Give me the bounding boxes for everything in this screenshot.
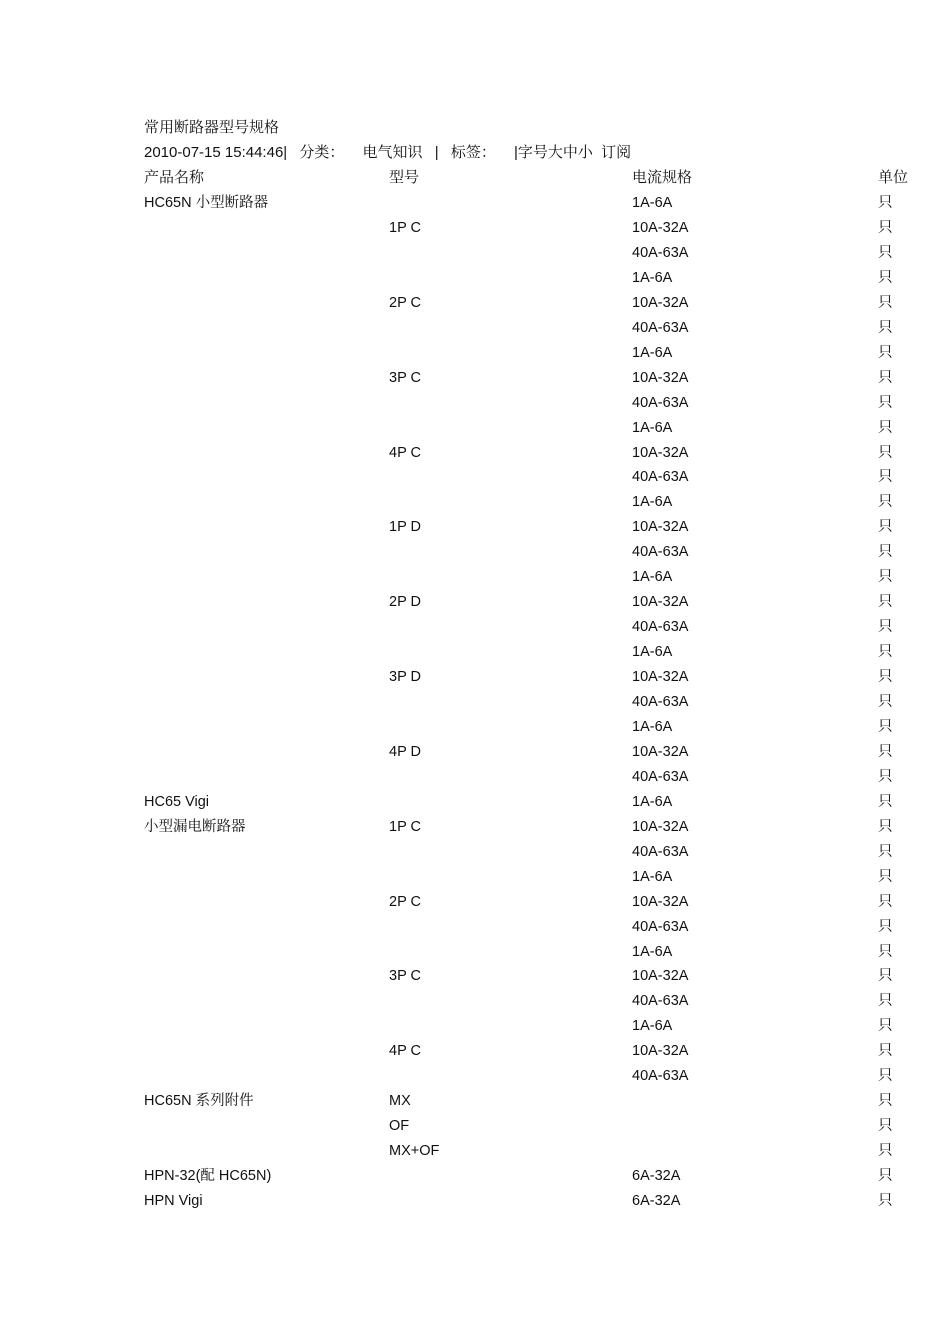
row-model: MX+OF (389, 1143, 440, 1159)
row-unit: 只 (878, 195, 893, 211)
row-unit: 只 (878, 993, 893, 1009)
row-current-spec: 1A-6A (632, 944, 673, 960)
row-model: 2P C (389, 295, 421, 311)
row-unit: 只 (878, 968, 893, 984)
row-current-spec: 6A-32A (632, 1193, 681, 1209)
row-current-spec: 40A-63A (632, 844, 689, 860)
row-current-spec: 1A-6A (632, 644, 673, 660)
row-model: MX (389, 1093, 411, 1109)
row-unit: 只 (878, 494, 893, 510)
row-current-spec: 40A-63A (632, 395, 689, 411)
row-unit: 只 (878, 1193, 893, 1209)
row-unit: 只 (878, 594, 893, 610)
row-unit: 只 (878, 370, 893, 386)
row-unit: 只 (878, 819, 893, 835)
row-current-spec: 6A-32A (632, 1168, 681, 1184)
row-current-spec: 10A-32A (632, 968, 689, 984)
font-size-control[interactable]: |字号大中小 (514, 144, 593, 161)
row-product-name: HC65N 系列附件 (144, 1093, 254, 1109)
row-unit: 只 (878, 1018, 893, 1034)
page-title: 常用断路器型号规格 (144, 119, 280, 136)
row-current-spec: 40A-63A (632, 919, 689, 935)
row-unit: 只 (878, 320, 893, 336)
post-meta (144, 143, 631, 163)
row-unit: 只 (878, 1118, 893, 1134)
row-model: 3P D (389, 669, 421, 685)
row-unit: 只 (878, 744, 893, 760)
row-current-spec: 10A-32A (632, 894, 689, 910)
row-model: OF (389, 1118, 410, 1134)
row-product-name: HC65 Vigi (144, 794, 210, 810)
row-model: 1P D (389, 519, 421, 535)
row-unit: 只 (878, 1043, 893, 1059)
row-unit: 只 (878, 694, 893, 710)
row-unit: 只 (878, 544, 893, 560)
row-unit: 只 (878, 894, 893, 910)
row-model: 2P C (389, 894, 421, 910)
row-current-spec: 10A-32A (632, 220, 689, 236)
header-model: 型号 (389, 169, 420, 186)
row-model: 4P C (389, 445, 421, 461)
row-unit: 只 (878, 245, 893, 261)
row-product-name: HC65N 小型断路器 (144, 195, 269, 211)
row-current-spec: 40A-63A (632, 245, 689, 261)
row-current-spec: 40A-63A (632, 544, 689, 560)
tags-label: 标签： (450, 144, 496, 161)
row-current-spec: 1A-6A (632, 719, 673, 735)
row-current-spec: 10A-32A (632, 1043, 689, 1059)
row-unit: 只 (878, 1093, 893, 1109)
row-current-spec: 40A-63A (632, 469, 689, 485)
row-unit: 只 (878, 295, 893, 311)
subscribe-link[interactable]: 订阅 (601, 144, 632, 161)
meta-separator: | (434, 144, 439, 161)
row-current-spec: 10A-32A (632, 819, 689, 835)
row-unit: 只 (878, 919, 893, 935)
header-current-spec: 电流规格 (632, 169, 693, 186)
row-model: 3P C (389, 968, 421, 984)
row-unit: 只 (878, 1143, 893, 1159)
row-unit: 只 (878, 345, 893, 361)
row-product-name: 小型漏电断路器 (144, 819, 246, 835)
row-model: 2P D (389, 594, 421, 610)
row-current-spec: 40A-63A (632, 769, 689, 785)
row-unit: 只 (878, 1168, 893, 1184)
row-current-spec: 10A-32A (632, 295, 689, 311)
row-current-spec: 10A-32A (632, 744, 689, 760)
row-unit: 只 (878, 420, 893, 436)
row-model: 3P C (389, 370, 421, 386)
row-current-spec: 40A-63A (632, 993, 689, 1009)
row-product-name: HPN-32(配 HC65N) (144, 1168, 272, 1184)
row-model: 1P C (389, 819, 421, 835)
row-unit: 只 (878, 869, 893, 885)
row-model: 4P D (389, 744, 421, 760)
row-unit: 只 (878, 469, 893, 485)
header-product-name: 产品名称 (144, 169, 205, 186)
row-model: 4P C (389, 1043, 421, 1059)
row-current-spec: 1A-6A (632, 1018, 673, 1034)
category-link[interactable]: 电气知识 (362, 144, 423, 161)
row-current-spec: 1A-6A (632, 420, 673, 436)
row-current-spec: 1A-6A (632, 345, 673, 361)
row-unit: 只 (878, 519, 893, 535)
row-current-spec: 1A-6A (632, 869, 673, 885)
row-unit: 只 (878, 844, 893, 860)
row-unit: 只 (878, 944, 893, 960)
row-model: 1P C (389, 220, 421, 236)
row-unit: 只 (878, 220, 893, 236)
row-unit: 只 (878, 669, 893, 685)
post-datetime: 2010-07-15 15:44:46| (144, 144, 288, 161)
row-current-spec: 40A-63A (632, 619, 689, 635)
row-unit: 只 (878, 619, 893, 635)
row-current-spec: 40A-63A (632, 320, 689, 336)
row-product-name: HPN Vigi (144, 1193, 203, 1209)
row-current-spec: 10A-32A (632, 594, 689, 610)
row-unit: 只 (878, 445, 893, 461)
row-current-spec: 10A-32A (632, 370, 689, 386)
row-unit: 只 (878, 644, 893, 660)
header-unit: 单位 (878, 169, 909, 186)
row-current-spec: 1A-6A (632, 494, 673, 510)
row-unit: 只 (878, 719, 893, 735)
row-unit: 只 (878, 270, 893, 286)
row-unit: 只 (878, 1068, 893, 1084)
row-current-spec: 10A-32A (632, 445, 689, 461)
row-current-spec: 10A-32A (632, 519, 689, 535)
row-current-spec: 40A-63A (632, 1068, 689, 1084)
row-current-spec: 10A-32A (632, 669, 689, 685)
row-current-spec: 1A-6A (632, 794, 673, 810)
category-label: 分类： (299, 144, 345, 161)
row-unit: 只 (878, 395, 893, 411)
row-unit: 只 (878, 769, 893, 785)
row-current-spec: 40A-63A (632, 694, 689, 710)
row-current-spec: 1A-6A (632, 195, 673, 211)
row-unit: 只 (878, 569, 893, 585)
row-current-spec: 1A-6A (632, 569, 673, 585)
row-unit: 只 (878, 794, 893, 810)
row-current-spec: 1A-6A (632, 270, 673, 286)
